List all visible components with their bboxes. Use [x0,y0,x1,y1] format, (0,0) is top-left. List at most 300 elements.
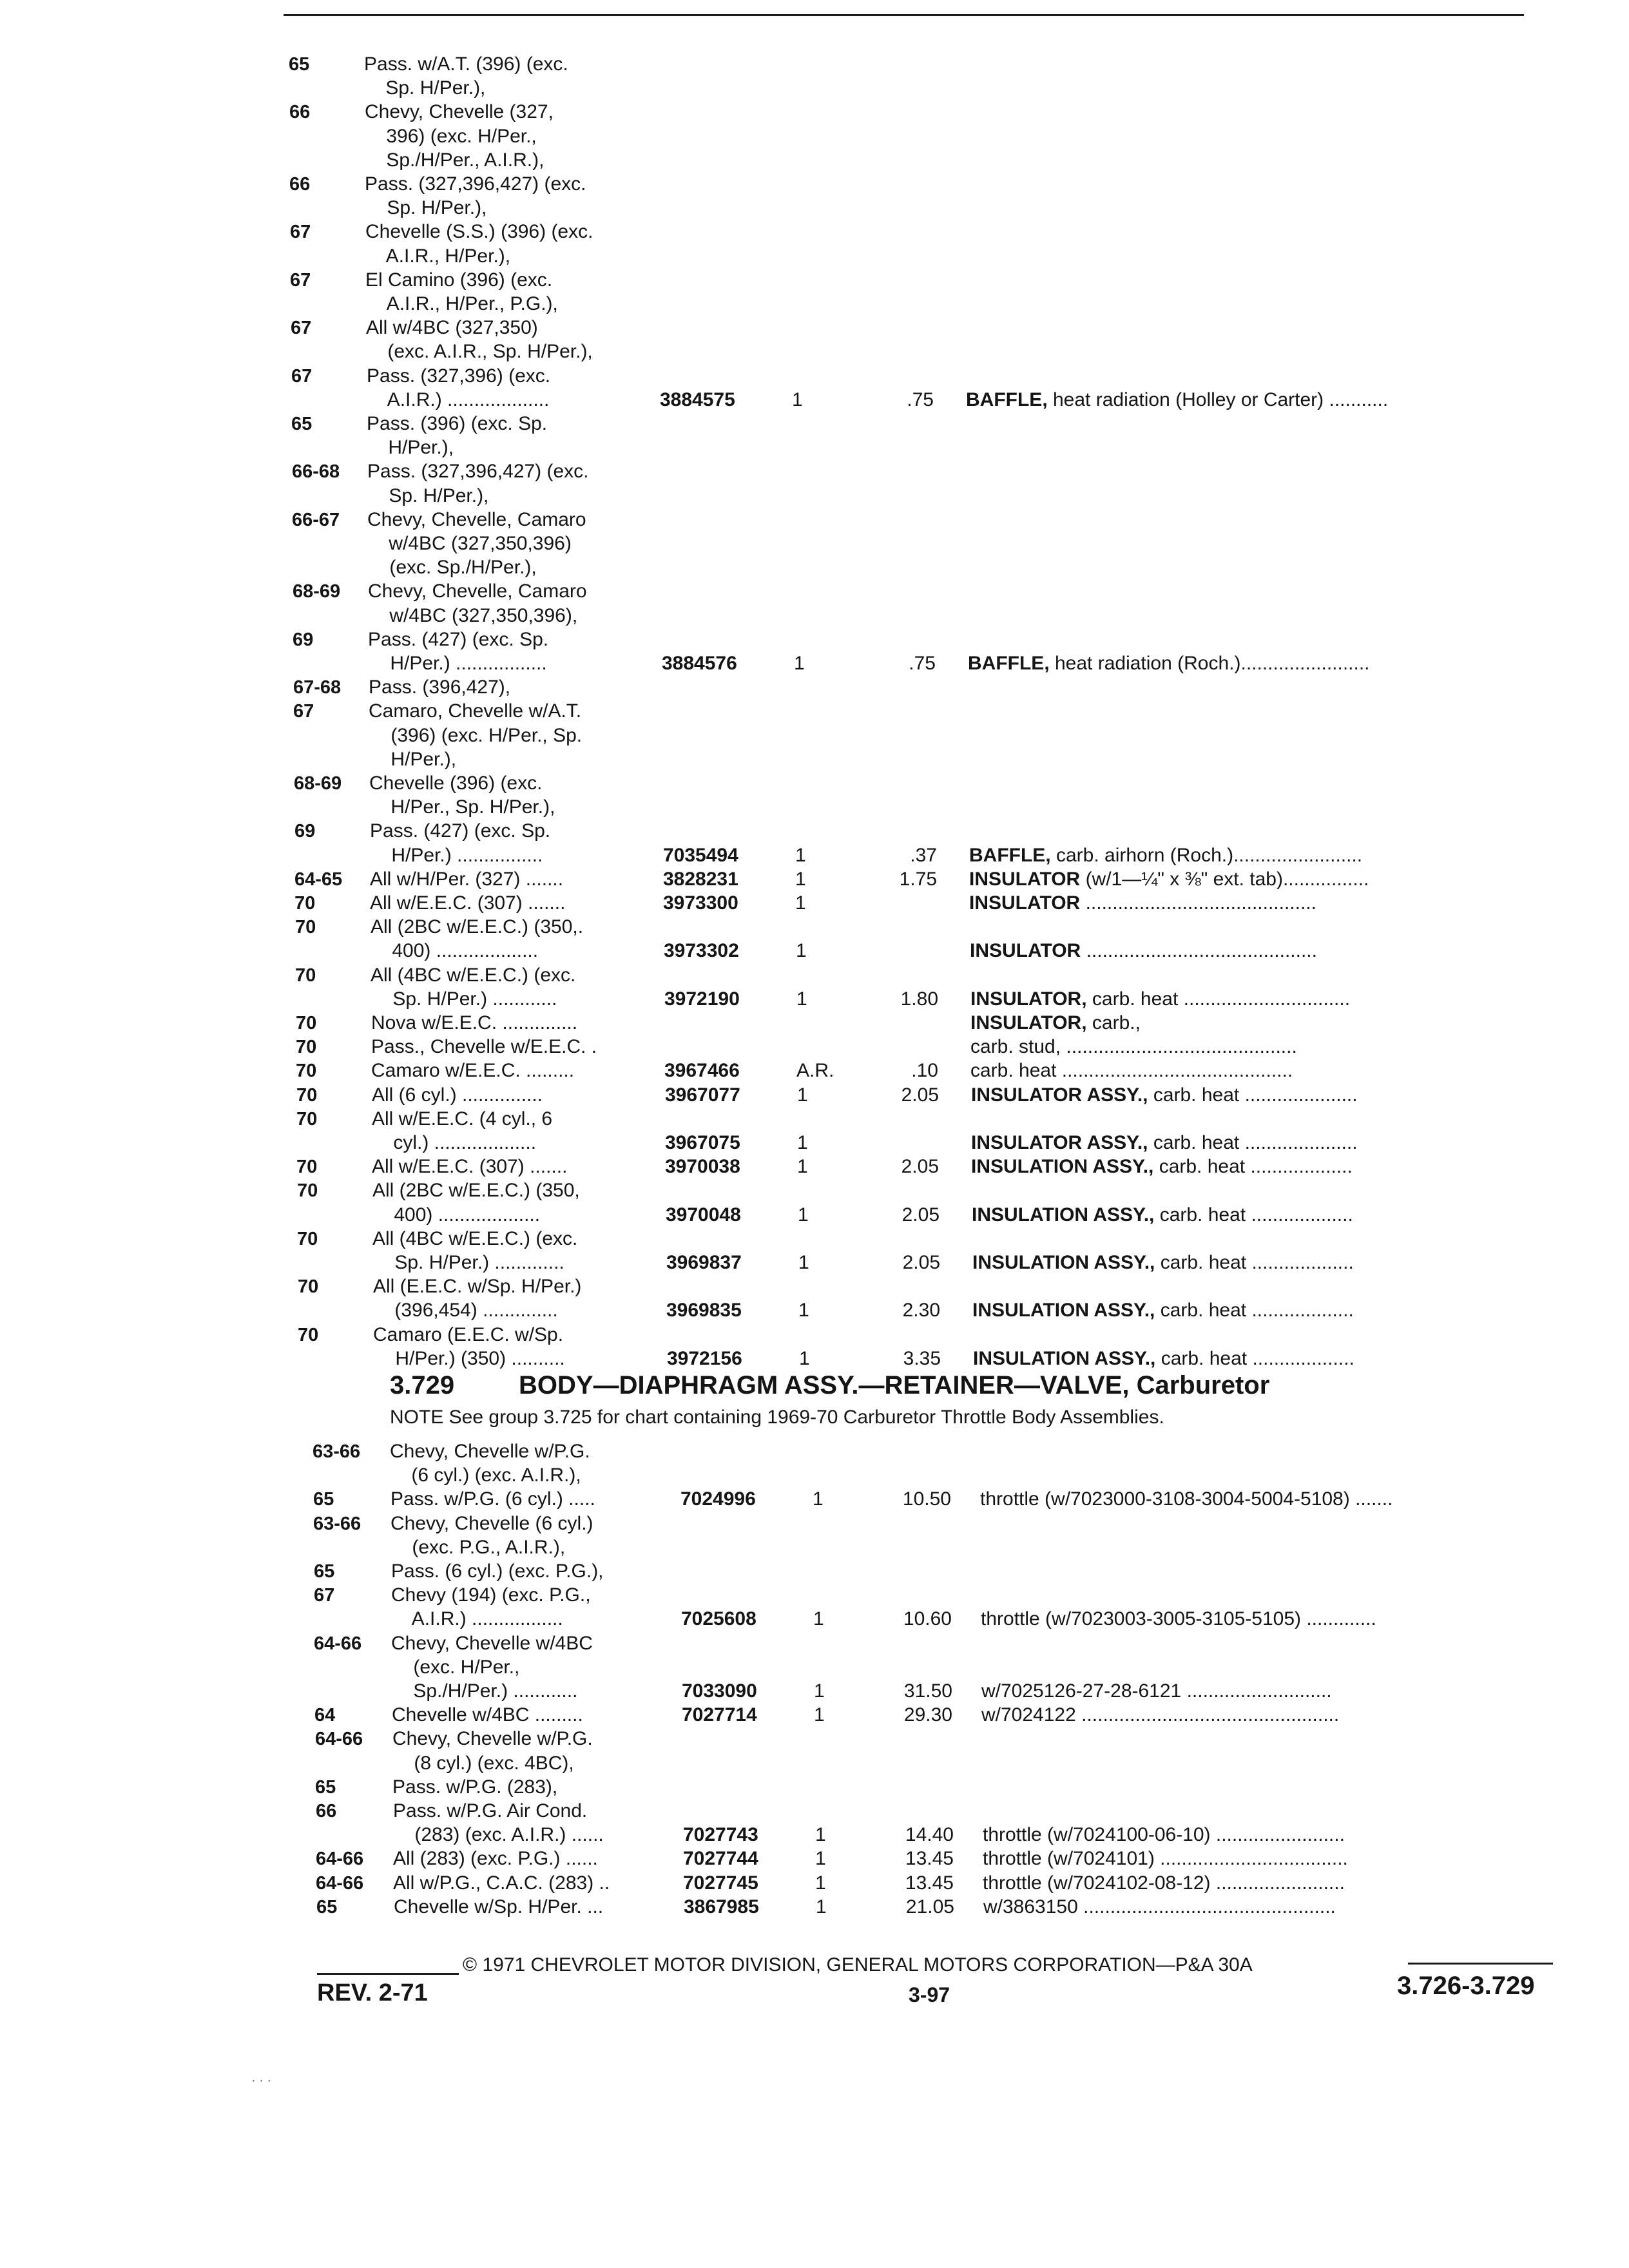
part-row [0,1012,1629,1035]
description-title: INSULATOR ASSY., [971,1132,1148,1153]
model-cell: Pass. (6 cyl.) (exc. P.G.), [391,1561,604,1582]
quantity-cell: 1 [816,1896,827,1917]
description-text: carb. heat ............................... [1086,988,1351,1010]
description-title: INSULATION ASSY., [972,1204,1155,1225]
description-cell [971,1084,1358,1107]
part-row [0,293,1629,316]
year-cell: 65 [314,1561,335,1582]
year-cell: 66-67 [292,509,340,530]
footer-rule-right [1408,1963,1553,1965]
description-text: carb. heat ..................... [1148,1084,1358,1106]
part-row [0,652,1629,675]
quantity-cell: 1 [795,844,806,866]
price-cell: 2.30 [902,1300,940,1321]
section-title: BODY—DIAPHRAGM ASSY.—RETAINER—VALVE, Carburetor [519,1371,1270,1399]
description-title: INSULATION ASSY., [971,1156,1154,1178]
year-cell: 65 [313,1489,334,1510]
revision-label: REV. 2-71 [317,1979,428,2006]
year-cell: 70 [296,1037,317,1058]
part-row [0,197,1629,220]
year-cell: 66 [316,1801,337,1821]
model-cell: All w/E.E.C. (4 cyl., 6 [372,1108,553,1129]
year-cell: 64-66 [316,1872,364,1894]
quantity-cell: 1 [795,868,806,890]
quantity-cell: 1 [798,1252,809,1273]
description-text: carb. heat ................... [1155,1300,1354,1321]
description-cell [981,1680,1332,1703]
model-cell: All (2BC w/E.E.C.) (350, [372,1180,580,1202]
description-title: INSULATOR ASSY., [971,1084,1148,1106]
price-cell: 29.30 [903,1704,952,1726]
description-title: BAFFLE, [966,389,1048,410]
description-text: carb. heat ................... [1155,1252,1354,1273]
model-cell: Sp. H/Per.), [364,77,486,99]
year-cell: 66 [289,174,311,195]
year-cell: 67 [293,701,314,722]
price-cell: 1.75 [899,868,937,890]
year-cell: 67 [290,222,311,243]
model-cell: (exc. A.I.R., Sp. H/Per.), [366,341,593,363]
quantity-cell: 1 [794,653,805,674]
model-cell: Pass. (396,427), [369,677,511,698]
description-cell [966,389,1388,412]
year-cell: 67 [291,365,313,387]
year-cell: 66 [289,102,311,123]
model-cell: (exc. H/Per., [392,1656,520,1678]
part-row [0,532,1629,555]
quantity-cell: 1 [795,892,806,914]
part-row [0,1035,1629,1059]
description-cell [983,1823,1345,1847]
model-cell: Sp. H/Per.), [367,485,489,506]
year-cell: 63-66 [313,1441,361,1462]
model-cell: A.I.R., H/Per.), [365,245,511,267]
model-cell: Chevy, Chevelle (327, [365,101,554,123]
model-cell: Pass. (427) (exc. Sp. [370,820,551,842]
description-cell [971,1131,1358,1155]
copyright-line: © 1971 CHEVROLET MOTOR DIVISION, GENERAL MOTORS CORPORATION—P&A 30A [463,1954,1253,1975]
description-title: INSULATOR, [970,1012,1087,1033]
part-row [0,220,1629,244]
model-cell: Sp./H/Per.) ............ [392,1680,578,1702]
quantity-cell: 1 [813,1488,824,1510]
part-row [0,77,1629,100]
quantity-cell: 1 [815,1848,826,1870]
price-cell: .75 [909,653,936,674]
description-title: INSULATOR, [970,988,1087,1010]
model-cell: w/4BC (327,350,396) [367,533,572,554]
footer-rule-left [317,1973,459,1975]
year-cell: 67-68 [293,677,342,698]
description-text: carb. stud, ........................................... [970,1036,1297,1058]
part-row [0,1656,1629,1679]
part-row [0,245,1629,268]
price-cell: 21.05 [905,1896,954,1917]
quantity-cell: 1 [815,1824,826,1846]
price-cell: 31.50 [903,1680,952,1702]
quantity-cell: 1 [796,988,807,1010]
description-cell [970,1012,1141,1035]
price-cell: 10.60 [903,1608,952,1630]
part-row [0,389,1629,412]
scan-specks: · · · [251,2073,272,2088]
quantity-cell: 1 [813,1608,824,1630]
year-cell: 70 [296,1013,317,1033]
description-title: INSULATOR [969,868,1081,890]
model-cell: H/Per.) (350) .......... [374,1347,565,1369]
part-row [0,1108,1629,1131]
price-cell: 1.80 [900,988,938,1010]
price-cell: .75 [907,389,934,410]
year-cell: 70 [295,965,316,986]
year-cell: 68-69 [294,773,342,794]
part-row [0,1347,1629,1370]
part-number-cell: 7027743 [683,1824,758,1846]
part-row [0,1800,1629,1823]
year-cell: 70 [294,893,316,914]
model-cell: A.I.R., H/Per., P.G.), [366,293,558,314]
section-note: NOTE See group 3.725 for chart containing 1969-70 Carburetor Throttle Body Assemblies. [390,1407,1164,1428]
model-cell: H/Per.) ................ [370,844,543,866]
part-row [0,1704,1629,1727]
price-cell: 14.40 [905,1824,954,1846]
part-row [0,964,1629,987]
description-text: throttle (w/7024100-06-10) ........................ [983,1824,1345,1846]
model-cell: Chevy, Chevelle w/P.G. [390,1441,590,1462]
part-row [0,1872,1629,1895]
part-number-cell: 3967075 [665,1132,740,1153]
year-cell: 70 [298,1276,319,1298]
model-cell: Pass. (327,396,427) (exc. [367,461,589,483]
model-cell: Chevelle w/4BC ......... [392,1704,583,1726]
description-text: (w/1—¼" x ⅜" ext. tab)................ [1080,868,1369,890]
model-cell: Sp. H/Per.) ............ [371,988,557,1010]
description-cell [980,1488,1393,1511]
part-row [0,340,1629,363]
quantity-cell: 1 [814,1680,825,1702]
description-text: heat radiation (Holley or Carter) ........... [1047,389,1389,410]
model-cell: H/Per.) ................. [369,653,547,674]
part-number-cell: 7035494 [663,844,738,866]
model-cell: 400) ................... [371,940,539,962]
part-row [0,149,1629,172]
part-row [0,748,1629,771]
part-row [0,1084,1629,1107]
price-cell: 10.50 [902,1488,951,1510]
part-row [0,556,1629,579]
model-cell: 400) ................... [372,1204,541,1225]
year-cell: 70 [296,1061,317,1082]
price-cell: 2.05 [901,1204,940,1225]
description-title: INSULATION ASSY., [972,1300,1155,1321]
model-cell: (283) (exc. A.I.R.) ...... [393,1824,604,1846]
part-row [0,1227,1629,1251]
part-row [0,676,1629,699]
description-cell [971,1155,1353,1178]
description-text: w/7024122 ................................................ [981,1704,1340,1726]
part-number-cell: 7027745 [683,1872,758,1894]
model-cell: All (283) (exc. P.G.) ...... [393,1848,598,1870]
quantity-cell: A.R. [796,1060,834,1082]
model-cell: (8 cyl.) (exc. 4BC), [392,1752,574,1774]
part-row [0,1179,1629,1202]
year-cell: 67 [314,1585,335,1606]
year-cell: 68-69 [293,581,341,602]
part-row [0,365,1629,388]
part-number-cell: 7033090 [682,1680,757,1702]
part-row [0,101,1629,124]
price-cell: 2.05 [902,1252,940,1273]
part-row [0,1464,1629,1487]
part-row [0,796,1629,819]
model-cell: Pass., Chevelle w/E.E.C. . [371,1036,597,1058]
description-text: ........................................... [1081,940,1317,962]
part-number-cell: 3970048 [666,1204,741,1225]
part-row [0,460,1629,483]
model-cell: Chevy, Chevelle w/4BC [391,1632,593,1654]
model-cell: All (4BC w/E.E.C.) (exc. [371,964,576,986]
model-cell: Camaro, Chevelle w/A.T. [369,700,582,722]
description-title: BAFFLE, [968,653,1050,674]
part-row [0,125,1629,148]
description-text: carb. heat ........................................... [970,1060,1293,1082]
part-row [0,1584,1629,1607]
year-cell: 65 [316,1896,338,1917]
part-row [0,580,1629,603]
part-row [0,485,1629,508]
year-cell: 64 [314,1705,336,1726]
model-cell: w/4BC (327,350,396), [368,604,578,626]
year-cell: 65 [289,54,310,75]
year-cell: 70 [295,917,316,938]
model-cell: All (4BC w/E.E.C.) (exc. [372,1227,578,1249]
price-cell: 13.45 [905,1872,954,1894]
section-header [390,1371,1269,1400]
description-title: INSULATOR [970,940,1081,962]
part-row [0,892,1629,915]
model-cell: Chevy, Chevelle, Camaro [367,508,586,530]
model-cell: Camaro (E.E.C. w/Sp. [373,1323,564,1345]
part-number-cell: 3967466 [664,1060,740,1082]
year-cell: 65 [291,414,313,434]
model-cell: Chevelle (396) (exc. [369,773,543,794]
description-text: carb., [1086,1012,1141,1033]
price-cell: .37 [910,844,937,866]
part-row [0,412,1629,436]
section-number: 3.729 [390,1371,455,1399]
quantity-cell: 1 [798,1204,809,1225]
description-title: INSULATION ASSY., [973,1347,1156,1369]
part-number-cell: 3867985 [684,1896,759,1917]
year-cell: 69 [294,821,316,842]
part-row [0,772,1629,795]
part-number-cell: 7025608 [681,1608,757,1630]
quantity-cell: 1 [797,1132,808,1153]
description-cell [972,1251,1354,1274]
part-row [0,1776,1629,1799]
model-cell: cyl.) ................... [372,1132,537,1153]
part-row [0,1608,1629,1631]
description-cell [972,1204,1353,1227]
part-number-cell: 3972156 [667,1347,742,1369]
year-cell: 70 [296,1084,318,1106]
part-row [0,1823,1629,1847]
part-number-cell: 3884575 [660,389,735,410]
part-row [0,820,1629,843]
part-number-cell: 3828231 [663,868,738,890]
model-cell: Pass. (427) (exc. Sp. [368,628,549,650]
model-cell: H/Per.), [369,748,457,770]
part-number-cell: 3967077 [665,1084,740,1106]
part-row [0,988,1629,1011]
year-cell: 69 [293,629,314,650]
group-range: 3.726-3.729 [1397,1972,1535,2000]
description-cell [969,844,1362,867]
price-cell: 2.05 [901,1156,939,1178]
part-row [0,1560,1629,1583]
description-text: w/3863150 ............................................... [983,1896,1336,1917]
model-cell: Sp. H/Per.), [365,197,487,219]
part-row [0,916,1629,939]
description-text: carb. heat ................... [1154,1204,1353,1225]
part-row [0,1155,1629,1178]
model-cell: Sp. H/Per.) ............. [373,1252,564,1273]
model-cell: (396) (exc. H/Per., Sp. [369,724,583,746]
description-title: INSULATION ASSY., [972,1252,1155,1273]
part-number-cell: 3969837 [666,1252,742,1273]
model-cell: All w/4BC (327,350) [366,317,538,339]
part-row [0,844,1629,867]
model-cell: Chevy, Chevelle, Camaro [368,581,587,602]
model-cell: All (6 cyl.) ............... [372,1084,543,1106]
description-text: w/7025126-27-28-6121 ........................... [981,1680,1332,1702]
model-cell: All (E.E.C. w/Sp. H/Per.) [373,1276,582,1298]
year-cell: 65 [315,1776,336,1798]
model-cell: (exc. Sp./H/Per.), [368,557,537,579]
part-number-cell: 3972190 [664,988,740,1010]
description-text: throttle (w/7024102-08-12) ........................ [983,1872,1345,1894]
part-row [0,939,1629,963]
model-cell: Pass. (327,396,427) (exc. [365,173,586,195]
model-cell: Chevelle (S.S.) (396) (exc. [365,221,593,243]
part-row [0,1632,1629,1655]
model-cell: Sp./H/Per., A.I.R.), [365,149,545,171]
description-text: throttle (w/7023000-3108-3004-5004-5108) ....... [980,1488,1393,1510]
description-cell [983,1847,1348,1870]
model-cell: El Camino (396) (exc. [365,269,553,291]
quantity-cell: 1 [792,389,803,410]
description-text: carb. heat ................... [1153,1156,1353,1178]
part-row [0,1488,1629,1511]
part-row [0,173,1629,196]
part-number-cell: 3884576 [662,653,737,674]
part-row [0,700,1629,723]
part-row [0,1847,1629,1870]
part-row [0,508,1629,532]
year-cell: 67 [290,269,311,291]
part-row [0,316,1629,340]
price-cell: 13.45 [905,1848,954,1870]
description-text: throttle (w/7024101) ................................... [983,1848,1348,1870]
description-cell [981,1704,1339,1727]
part-row [0,53,1629,76]
model-cell: 396) (exc. H/Per., [365,125,537,147]
part-row [0,724,1629,747]
year-cell: 64-66 [314,1633,362,1654]
description-cell [970,1035,1297,1059]
year-cell: 63-66 [313,1513,361,1534]
model-cell: (396,454) .............. [373,1300,558,1321]
model-cell: Pass. (327,396) (exc. [367,365,551,387]
year-cell: 70 [297,1180,318,1202]
top-rule [284,14,1524,16]
description-cell [969,868,1369,891]
model-cell: Pass. w/P.G. (6 cyl.) ..... [390,1488,595,1510]
part-row [0,1204,1629,1227]
model-cell: (exc. P.G., A.I.R.), [390,1536,566,1558]
model-cell: A.I.R.) ................... [367,389,550,410]
part-row [0,1131,1629,1155]
part-number-cell: 3973302 [664,940,739,962]
part-row [0,436,1629,459]
part-row [0,1680,1629,1703]
price-cell: 3.35 [903,1347,941,1369]
description-title: INSULATOR [969,892,1081,914]
part-number-cell: 3970038 [665,1156,740,1178]
description-cell [983,1896,1336,1919]
page-number: 3-97 [909,1983,950,2006]
quantity-cell: 1 [799,1347,810,1369]
model-cell: All w/H/Per. (327) ....... [370,868,564,890]
description-text: heat radiation (Roch.)........................ [1049,653,1370,674]
part-row [0,1059,1629,1082]
part-row [0,269,1629,292]
model-cell: H/Per., Sp. H/Per.), [369,796,555,818]
quantity-cell: 1 [798,1300,809,1321]
year-cell: 70 [298,1324,319,1345]
part-row [0,1752,1629,1775]
description-text: throttle (w/7023003-3005-3105-5105) ............. [981,1608,1376,1630]
description-text: carb. heat ................... [1155,1347,1354,1369]
part-row [0,1512,1629,1535]
description-cell [972,1299,1354,1322]
description-text: ........................................... [1080,892,1316,914]
model-cell: Chevelle w/Sp. H/Per. ... [394,1896,604,1917]
quantity-cell: 1 [814,1704,825,1726]
part-row [0,1536,1629,1559]
description-cell [983,1872,1345,1895]
part-number-cell: 7027744 [683,1848,758,1870]
year-cell: 64-66 [315,1729,363,1750]
part-number-cell: 7027714 [682,1704,757,1726]
year-cell: 70 [297,1228,318,1249]
description-cell [968,652,1370,675]
model-cell: Nova w/E.E.C. .............. [371,1012,578,1033]
price-cell: .10 [911,1060,938,1082]
part-row [0,1299,1629,1322]
quantity-cell: 1 [796,940,807,962]
part-number-cell: 3973300 [663,892,738,914]
part-row [0,1275,1629,1298]
model-cell: All w/E.E.C. (307) ....... [370,892,566,914]
part-row [0,1440,1629,1463]
model-cell: All (2BC w/E.E.C.) (350,. [371,916,584,938]
model-cell: Pass. w/A.T. (396) (exc. [364,53,568,75]
model-cell: Pass. (396) (exc. Sp. [367,413,548,434]
part-number-cell: 7024996 [680,1488,756,1510]
quantity-cell: 1 [815,1872,826,1894]
model-cell: Camaro w/E.E.C. ......... [371,1060,575,1082]
